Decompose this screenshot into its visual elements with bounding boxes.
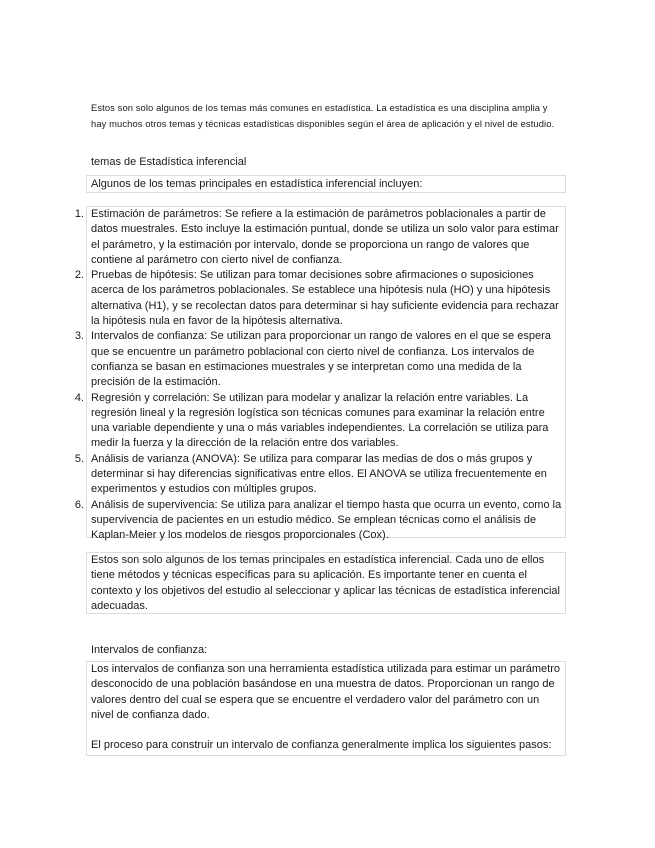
lead-text-box: Algunos de los temas principales en estadística inferencial incluyen: [86,175,566,193]
topics-list [74,207,565,544]
list-item [74,268,565,329]
closing-text-box: Estos son solo algunos de los temas principales en estadística inferencial. Cada uno de ellos tiene métodos y técnicas específicas para su aplicación. Es importante tener en cuenta el contexto y los objetivos del estudio al seleccionar y aplicar las técnicas de estadística inferencial adecuadas. [86,552,566,614]
list-number: 6. [74,498,84,511]
list-item-text: Estimación de parámetros: Se refiere a la estimación de parámetros poblacionales a partir de datos muestrales. Esto incluye la estimación puntual, donde se utiliza un solo valor para estimar el parámetro, y la estimación por intervalo, donde se proporciona un rango de valores que contiene al parámetro con cierto nivel de confianza. [91,208,559,266]
topics-list-box [74,206,566,542]
section-heading-inferential: temas de Estadística inferencial [91,156,247,168]
list-number: 5. [74,452,84,465]
list-number: 1. [74,208,84,220]
confidence-intervals-steps-intro: El proceso para construir un intervalo de confianza generalmente implica los siguientes pasos: [91,739,552,752]
list-item-text: Intervalos de confianza: Se utilizan para proporcionar un rango de valores en el que se espera que se encuentre un parámetro poblacional con cierto nivel de confianza. Los intervalos de confianza se basan en estimaciones muestrales y se interpretan como una medida de la precisión de la estimación. [91,330,551,389]
list-number: 2. [74,269,84,282]
list-item [74,452,565,498]
confidence-intervals-box [86,661,566,756]
confidence-intervals-paragraph: Los intervalos de confianza son una herramienta estadística utilizada para estimar un parámetro desconocido de una población basándose en una muestra de datos. Proporcionan un rango de valores dentro del cual se espera que se encuentre el verdadero valor del parámetro con un nivel de confianza dado. [91,663,560,721]
list-item [74,498,565,544]
list-item-text: Análisis de supervivencia: Se utiliza para analizar el tiempo hasta que ocurra un evento, como la supervivencia de pacientes en un estudio médico. Se emplean técnicas como el análisis de Kaplan-Meier y los modelos de riesgos proporcionales (Cox). [91,498,562,542]
list-item-text: Análisis de varianza (ANOVA): Se utiliza para comparar las medias de dos o más grupos y determinar si hay diferencias significativas entre ellos. El ANOVA se utiliza frecuentemente en experimentos y estudios con múltiples grupos. [91,452,547,496]
list-item-text: Regresión y correlación: Se utilizan para modelar y analizar la relación entre variables. La regresión lineal y la regresión logística son técnicas comunes para examinar la relación entre una variable dependiente y una o más variables independientes. La correlación se utiliza para medir la fuerza y la dirección de la relación entre dos variables. [91,391,549,450]
list-number: 4. [74,391,84,404]
list-item [74,391,565,452]
list-item-text: Pruebas de hipótesis: Se utilizan para tomar decisiones sobre afirmaciones o suposiciones acerca de los parámetros poblacionales. Se establece una hipótesis nula (HO) y una hipótesis alternativa (H1), y se recolectan datos para determinar si hay suficiente evidencia para rechazar la hipótesis nula en favor de la hipótesis alternativa. [91,269,559,328]
list-item [74,329,565,390]
intro-paragraph: Estos son solo algunos de los temas más comunes en estadística. La estadística es una disciplina amplia y hay muchos otros temas y técnicas estadísticas disponibles según el área de aplicación y el nivel de estudio. [91,102,555,129]
section-heading-confidence-intervals: Intervalos de confianza: [91,644,208,656]
list-number: 3. [74,330,84,343]
list-item [74,207,565,268]
